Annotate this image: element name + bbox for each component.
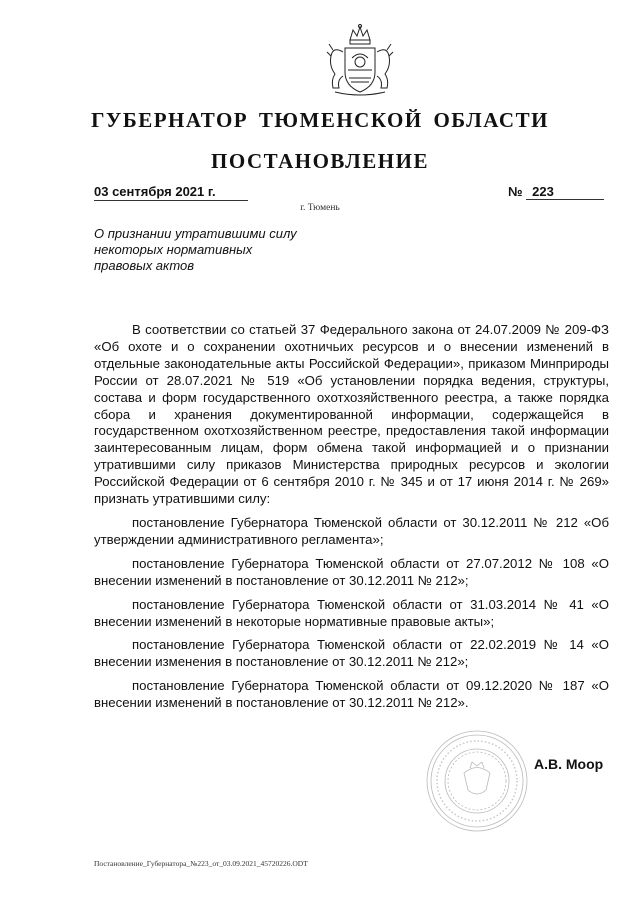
authority-title: ГУБЕРНАТОР ТЮМЕНСКОЙ ОБЛАСТИ	[91, 108, 549, 132]
document-date: 03 сентября 2021 г.	[94, 184, 248, 201]
document-number	[508, 184, 604, 200]
repealed-act-item: постановление Губернатора Тюменской области от 22.02.2019 № 14 «О внесении изменения в постановление от 30.12.2011 № 212»;	[94, 637, 609, 670]
repealed-act-item: постановление Губернатора Тюменской области от 31.03.2014 № 41 «О внесении изменений в некоторые нормативные правовые акты»;	[94, 596, 609, 629]
repealed-act-item: постановление Губернатора Тюменской области от 27.07.2012 № 108 «О внесении изменений в постановление от 30.12.2011 № 212»;	[94, 555, 609, 588]
coat-of-arms-icon	[317, 22, 403, 100]
number-value: 223	[526, 184, 604, 200]
subject-line: некоторых нормативных	[94, 242, 253, 257]
intro-paragraph: В соответствии со статьей 37 Федерального закона от 24.07.2009 № 209-ФЗ «Об охоте и о сохранении охотничьих ресурсов и о внесении изменений в отдельные законодательные акты Российской Федерации», приказом Минприроды России от 28.07.2021 № 519 «Об установлении порядка ведения, структуры, состава и форм государственного охотхозяйственного реестра, а также порядка сбора и хранения документированной информации, содержащейся в государственном охотхозяйственном реестре, предоставления такой информации заинтересованным лицам, форм обмена такой информацией и о признании утратившими силу приказов Министерства природных ресурсов и экологии Российской Федерации от 6 сентября 2010 г. № 345 и от 17 июня 2014 г. № 269» признать утратившими силу:	[94, 322, 609, 507]
subject-line: О признании утратившими силу	[94, 226, 297, 241]
repealed-act-item: постановление Губернатора Тюменской области от 09.12.2020 № 187 «О внесении изменений в постановление от 30.12.2011 № 212».	[94, 678, 609, 711]
number-label: №	[508, 184, 523, 199]
official-seal-icon	[424, 728, 530, 834]
subject-line: правовых актов	[94, 258, 195, 273]
document-body	[94, 322, 609, 712]
file-reference: Постановление_Губернатора_№223_от_03.09.2021_45720226.ODT	[94, 859, 308, 868]
document-subject	[94, 226, 334, 274]
document-city: г. Тюмень	[300, 203, 340, 213]
repealed-act-item: постановление Губернатора Тюменской области от 30.12.2011 № 212 «Об утверждении административного регламента»;	[94, 514, 609, 547]
document-type: ПОСТАНОВЛЕНИЕ	[211, 149, 429, 173]
signer-name: А.В. Моор	[534, 756, 604, 772]
